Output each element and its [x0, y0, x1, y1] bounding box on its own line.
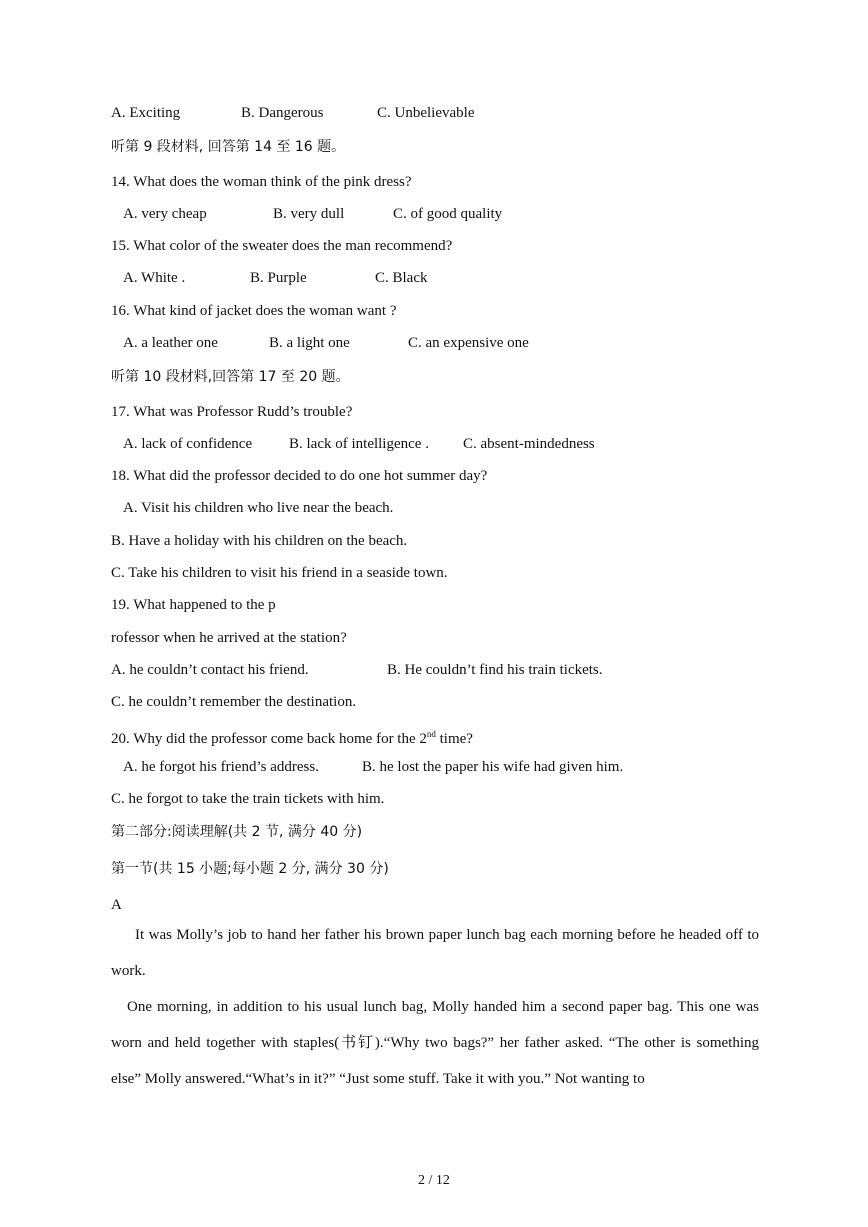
- option-b: B. Purple: [250, 270, 307, 286]
- option-c: C. absent-mindedness: [463, 436, 595, 452]
- question-19-options: [111, 660, 603, 680]
- option-c: C. Unbelievable: [377, 105, 475, 121]
- question-17-options: [123, 434, 595, 454]
- option-c: C. of good quality: [393, 206, 503, 222]
- question-15: 15. What color of the sweater does the man recommend?: [111, 238, 453, 254]
- question-15-options: [123, 268, 428, 288]
- passage-label: A: [111, 897, 122, 913]
- question-17: 17. What was Professor Rudd’s trouble?: [111, 404, 353, 420]
- option-a: A. a leather one: [123, 335, 218, 351]
- option-a: A. he couldn’t contact his friend.: [111, 662, 309, 678]
- passage-paragraph-1: It was Molly’s job to hand her father his brown paper lunch bag each morning before he headed off to work.: [111, 927, 759, 979]
- option-c: C. an expensive one: [408, 335, 529, 351]
- part-2-header: 第二部分:阅读理解(共 2 节, 满分 40 分): [111, 824, 363, 840]
- question-20-options: [123, 757, 623, 777]
- question-20-option-c: C. he forgot to take the train tickets with him.: [111, 791, 385, 807]
- section-10-header: 听第 10 段材料,回答第 17 至 20 题。: [111, 369, 350, 385]
- page-number: 2 / 12: [418, 1173, 450, 1188]
- passage: [111, 917, 759, 1097]
- question-19-line-2: rofessor when he arrived at the station?: [111, 630, 347, 646]
- question-19-line-1: 19. What happened to the p: [111, 597, 276, 613]
- question-18-option-a: A. Visit his children who live near the beach.: [123, 500, 394, 516]
- option-b: B. lack of intelligence .: [289, 436, 429, 452]
- question-18-option-c: C. Take his children to visit his friend in a seaside town.: [111, 565, 448, 581]
- ordinal-suffix: nd: [426, 729, 436, 739]
- option-b: B. very dull: [273, 206, 345, 222]
- question-14-options: [123, 204, 502, 224]
- option-a: A. White .: [123, 270, 186, 286]
- option-row: [111, 103, 474, 123]
- question-18: 18. What did the professor decided to do one hot summer day?: [111, 468, 488, 484]
- section-1-header: 第一节(共 15 小题;每小题 2 分, 满分 30 分): [111, 861, 389, 877]
- question-20-stem-end: time?: [435, 731, 473, 747]
- option-b: B. a light one: [269, 335, 350, 351]
- passage-paragraph-2: One morning, in addition to his usual lunch bag, Molly handed him a second paper bag. This one was worn and held together with staples(书钉).“Why two bags?” her father asked. “The other is something else” Molly answered.“What’s in it?” “Just some stuff. Take it with you.” Not wanting to: [111, 999, 759, 1087]
- option-a: A. lack of confidence: [123, 436, 253, 452]
- question-16-options: [123, 333, 529, 353]
- option-b: B. He couldn’t find his train tickets.: [387, 662, 603, 678]
- question-18-option-b: B. Have a holiday with his children on the beach.: [111, 533, 408, 549]
- question-19-option-c: C. he couldn’t remember the destination.: [111, 694, 357, 710]
- option-a: A. he forgot his friend’s address.: [123, 759, 319, 775]
- option-b: B. he lost the paper his wife had given him.: [362, 759, 624, 775]
- option-c: C. Black: [375, 270, 428, 286]
- option-b: B. Dangerous: [241, 105, 324, 121]
- question-16: 16. What kind of jacket does the woman want ?: [111, 303, 397, 319]
- option-a: A. Exciting: [111, 105, 181, 121]
- question-14: 14. What does the woman think of the pink dress?: [111, 174, 412, 190]
- option-a: A. very cheap: [123, 206, 207, 222]
- question-20: [111, 724, 473, 749]
- question-20-stem: 20. Why did the professor come back home for the 2: [111, 731, 427, 747]
- section-9-header: 听第 9 段材料, 回答第 14 至 16 题。: [111, 139, 346, 155]
